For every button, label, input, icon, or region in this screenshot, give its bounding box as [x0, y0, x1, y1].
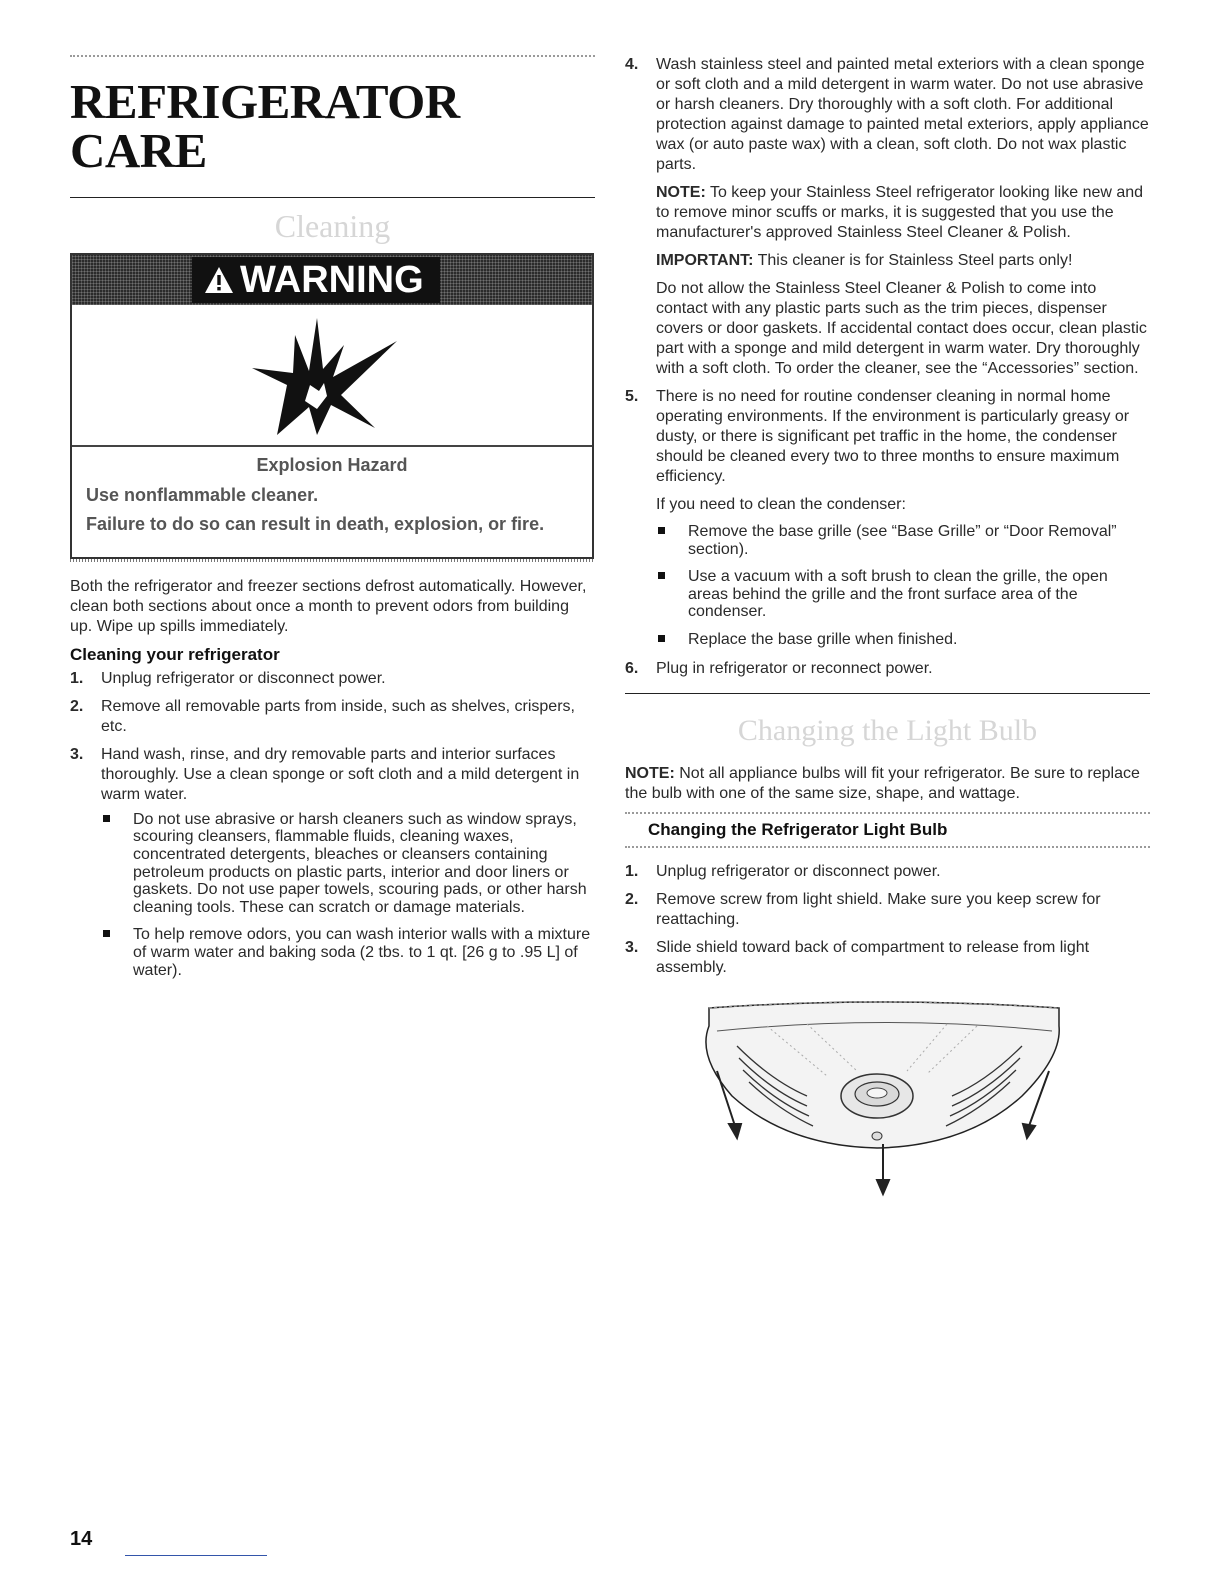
step-item	[625, 890, 1150, 930]
step-number: 2.	[625, 890, 639, 908]
light-shield-icon	[677, 986, 1077, 1206]
bullet-item	[656, 568, 1150, 621]
note-text: Not all appliance bulbs will fit your refrigerator. Be sure to replace the bulb with one of the same size, shape, and wattage.	[625, 764, 1140, 802]
title-divider	[70, 197, 595, 198]
light-bulb-subheading-box	[625, 812, 1150, 848]
note-label: NOTE:	[656, 184, 706, 201]
note-label: NOTE:	[625, 764, 675, 782]
left-column	[70, 55, 595, 989]
step4-note	[656, 183, 1150, 243]
page-number: 14	[70, 1528, 93, 1550]
warning-label: WARNING	[240, 258, 424, 301]
bullet-square-icon	[103, 930, 110, 937]
step-item	[70, 669, 595, 689]
important-text: This cleaner is for Stainless Steel parts only!	[757, 252, 1073, 269]
hazard-name: Explosion Hazard	[256, 455, 408, 475]
important-label: IMPORTANT:	[656, 252, 754, 269]
note-text: To keep your Stainless Steel refrigerator looking like new and to remove minor scuffs or marks, it is suggested that you use the manufacturer's approved Stainless Steel Cleaner & Polish.	[656, 184, 1144, 241]
bullet-square-icon	[658, 572, 665, 579]
warning-box	[70, 253, 594, 559]
step-item	[625, 938, 1150, 978]
warning-header	[72, 255, 592, 305]
bullet-text: Remove the base grille (see “Base Grille” or “Door Removal” section).	[688, 523, 1117, 558]
bullet-item	[101, 811, 595, 917]
step-text: Unplug refrigerator or disconnect power.	[656, 862, 941, 880]
hazard-instruction: Use nonflammable cleaner.	[86, 485, 319, 505]
cleaning-steps-continued	[625, 55, 1150, 679]
step-number: 3.	[625, 938, 639, 956]
top-divider	[70, 55, 595, 57]
subheading-top-rule	[625, 812, 1150, 814]
bullet-text: To help remove odors, you can wash interior walls with a mixture of warm water and baking soda (2 tbs. to 1 qt. [26 g to .95 L] of water).	[133, 926, 591, 979]
step-number: 3.	[70, 745, 84, 763]
bullet-item	[101, 926, 595, 979]
page-title: REFRIGERATOR CARE	[70, 74, 460, 178]
step-text: Plug in refrigerator or reconnect power.	[656, 659, 933, 677]
explosion-icon	[247, 313, 397, 438]
condenser-bullets	[656, 523, 1150, 649]
footer-line	[125, 1555, 267, 1556]
cleaning-steps	[70, 669, 595, 979]
step-item	[70, 745, 595, 979]
step-item	[70, 697, 595, 737]
right-column	[625, 55, 1150, 1211]
step-number: 1.	[70, 669, 84, 687]
bullet-item	[656, 631, 1150, 649]
bullet-item	[656, 523, 1150, 558]
section-title-light-bulb: Changing the Light Bulb	[737, 713, 1038, 747]
cleaning-intro: Both the refrigerator and freezer sections defrost automatically. However, clean both sections about once a month to prevent odors from building up. Wipe up spills immediately.	[70, 577, 587, 635]
light-bulb-subheading: Changing the Refrigerator Light Bulb	[648, 819, 948, 839]
bullet-text: Do not use abrasive or harsh cleaners such as window sprays, scouring cleansers, flammable fluids, cleaning waxes, concentrated detergents, bleaches or cleansers containing petroleum products on plastic parts, interior and door liners or gaskets. Do not use paper towels, scouring pads, or other harsh cleaning tools. These can scratch or damage materials.	[133, 810, 587, 916]
step3-bullets	[101, 811, 595, 979]
step-text: Unplug refrigerator or disconnect power.	[101, 669, 386, 687]
step-number: 2.	[70, 697, 84, 715]
subheading-bottom-rule	[625, 846, 1150, 848]
step-number: 4.	[625, 56, 639, 73]
step-item	[625, 862, 1150, 882]
step-text: Remove all removable parts from inside, such as shelves, crispers, etc.	[101, 697, 575, 735]
step-text: Hand wash, rinse, and dry removable parts and interior surfaces thoroughly. Use a clean sponge or soft cloth and a mild detergent in warm water.	[101, 745, 580, 803]
light-shield-illustration	[677, 986, 1150, 1211]
step-item	[625, 659, 1150, 679]
step-item	[625, 387, 1150, 649]
step-number: 5.	[625, 388, 639, 405]
section-title-cleaning: Cleaning	[274, 208, 391, 244]
important-note	[656, 251, 1150, 271]
section-divider	[625, 693, 1150, 694]
warning-triangle-icon	[204, 266, 234, 294]
light-bulb-steps	[625, 862, 1150, 978]
bullet-text: Replace the base grille when finished.	[688, 630, 958, 648]
step-text: Remove screw from light shield. Make sure you keep screw for reattaching.	[656, 890, 1101, 928]
cleaning-subheading: Cleaning your refrigerator	[70, 644, 280, 664]
step-number: 1.	[625, 862, 639, 880]
bullet-square-icon	[103, 815, 110, 822]
warning-label-box	[192, 257, 440, 303]
light-bulb-note	[625, 764, 1150, 804]
hazard-consequence: Failure to do so can result in death, explosion, or fire.	[86, 514, 545, 535]
step-text: Slide shield toward back of compartment to release from light assembly.	[656, 938, 1090, 976]
bullet-square-icon	[658, 527, 665, 534]
step-item	[625, 55, 1150, 379]
warning-symbol-area	[72, 305, 592, 447]
condenser-intro: If you need to clean the condenser:	[656, 496, 906, 513]
bullet-square-icon	[658, 635, 665, 642]
step4-extra: Do not allow the Stainless Steel Cleaner & Polish to come into contact with any plastic parts such as the trim pieces, dispenser covers or door gaskets. If accidental contact does occur, clean plastic part with a sponge and mild detergent in warm water. Dry thoroughly with a soft cloth. To order the cleaner, see the “Accessories” section.	[656, 280, 1147, 377]
warning-text	[72, 447, 592, 557]
bullet-text: Use a vacuum with a soft brush to clean the grille, the open areas behind the grille and the front surface area of the condenser.	[688, 568, 1108, 621]
step-text: There is no need for routine condenser cleaning in normal home operating environments. If the environment is particularly greasy or dusty, or there is significant pet traffic in the home, the condenser should be cleaned every two to three months to ensure maximum efficiency.	[656, 388, 1130, 485]
step-number: 6.	[625, 659, 639, 677]
step-text: Wash stainless steel and painted metal exteriors with a clean sponge or soft cloth and a mild detergent in warm water. Do not use abrasive or harsh cleaners. Dry thoroughly with a soft cloth. For additional protection against damage to painted metal exteriors, apply appliance wax (or auto paste wax) with a clean, soft cloth. Do not wax plastic parts.	[656, 56, 1149, 173]
